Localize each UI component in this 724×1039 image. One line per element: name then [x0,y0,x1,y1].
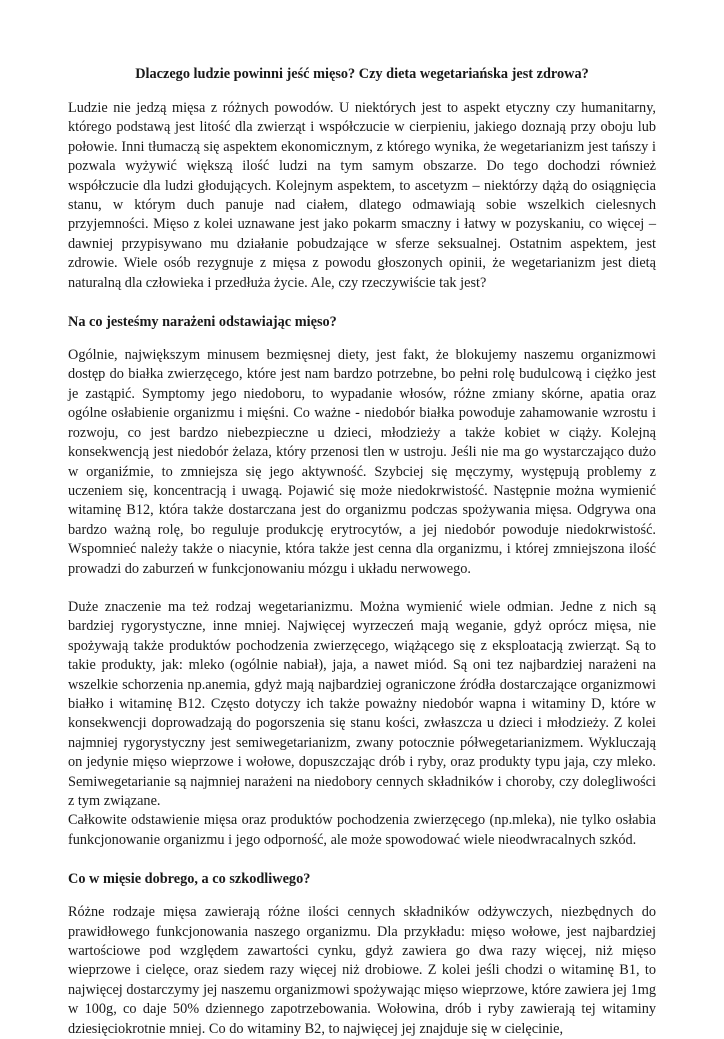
document-title: Dlaczego ludzie powinni jeść mięso? Czy dieta wegetariańska jest zdrowa? [135,66,589,82]
document-page [68,64,656,1039]
section-heading-meat-good-bad: Co w mięsie dobrego, a co szkodliwego? [68,871,311,888]
paragraph-meat-nutrients: Różne rodzaje mięsa zawierają różne ilości cennych składników odżywczych, niezbędnych do prawidłowego funkcjonowania naszego organizmu. Dla przykładu: mięso wołowe, jest najbardziej wartościowe pod względem zawartości cynku, gdyż zawiera go dwa razy więcej, niż mięso wieprzowe i cielęce, oraz siedem razy więcej niż drobiowe. Z kolei jeśli chodzi o witaminę B1, to najwięcej dostarczymy jej naszemu organizmowi spożywając mięso wieprzowe, które zawiera jej 1mg w 100g, co daje 50% dziennego zapotrzebowania. Wołowina, drób i ryby zawierają tej witaminy dziesięciokrotnie mniej. Co do witaminy B2, to najwięcej jej znajduje się w cielęcinie, [68,904,656,1037]
paragraph-protein-deficiency: Ogólnie, największym minusem bezmięsnej diety, jest fakt, że blokujemy naszemu organizmowi dostęp do białka zwierzęcego, które jest nam bardzo potrzebne, bo pełni rolę budulcową i ciężko jest je zastąpić. Symptomy jego niedoboru, to wypadanie włosów, różne zmiany skórne, apatia oraz ogólne osłabienie organizmu i mięśni. Co ważne - niedobór białka powoduje zahamowanie wzrostu i rozwoju, co jest bardzo niebezpieczne u dzieci, młodzieży a także kobiet w ciąży. Kolejną konsekwencją jest niedobór żelaza, który przenosi tlen w ustroju. Jeśli nie ma go wystarczająco dużo w organiźmie, to zmniejsza się jego aktywność. Szybciej się męczymy, występują problemy z uczeniem się, koncentracją i uwagą. Pojawić się może niedokrwistość. Następnie można wymienić witaminę B12, która także dostarczana jest do organizmu podczas spożywania mięsa. Odgrywa ona bardzo ważną rolę, bo reguluje produkcję erytrocytów, a jej niedobór powoduje niedokrwistość. Wspomnieć należy także o niacynie, która także jest cenna dla organizmu, i której zmniejszona ilość prowadzi do zaburzeń w funkcjonowaniu mózgu i układu nerwowego. [68,347,656,577]
paragraph-total-exclusion: Całkowite odstawienie mięsa oraz produktów pochodzenia zwierzęcego (np.mleka), nie tylko osłabia funkcjonowanie organizmu i jego odporność, ale może spowodować wiele nieodwracalnych szkód. [68,812,656,848]
paragraph-vegetarian-types: Duże znaczenie ma też rodzaj wegetarianizmu. Można wymienić wiele odmian. Jedne z nich są bardziej rygorystyczne, inne mniej. Najwięcej wyrzeczeń mają weganie, gdyż oprócz mięsa, nie spożywają także produktów pochodzenia zwierzęcego, wiążącego się z eksploatacją zwierząt. Są to takie produkty, jak: mleko (ogólnie nabiał), jaja, a nawet miód. Są oni tez najbardziej narażeni na wszelkie schorzenia np.anemia, gdyż mają najbardziej ograniczone źródła dostarczające organizmowi białko i witaminę B12. Często dotyczy ich także poważny niedobór wapna i witaminy D, które w konsekwencji doprowadzają do pogorszenia się stanu kości, zwłaszcza u dzieci i młodzieży. Z kolei najmniej rygorystyczny jest semiwegetarianizm, zwany potocznie półwegetarianizmem. Wykluczają on jedynie mięso wieprzowe i wołowe, dopuszczając drób i ryby, oraz produkty typu jaja, czy mleko. Semiwegetarianie są najmniej narażeni na niedobory cennych składników i choroby, czy dolegliwości z tym związane. [68,598,656,809]
intro-paragraph: Ludzie nie jedzą mięsa z różnych powodów. U niektórych jest to aspekt etyczny czy humanitarny, którego podstawą jest litość dla zwierząt i współczucie w cierpieniu, jakiego doznają przy oboju lub połowie. Inni tłumaczą się aspektem ekonomicznym, z którego wynika, że wegetarianizm jest tańszy i pozwala wyżywić większą ilość ludzi na tym samym obszarze. Do tego dochodzi również współczucie dla ludzi głodujących. Kolejnym aspektem, to ascetyzm – niektórzy dążą do osiągnięcia stanu, w którym duch panuje nad ciałem, dlatego odmawiają sobie wszelkich cielesnych przyjemności. Mięso z kolei uznawane jest jako pokarm smaczny i łatwy w pozyskaniu, co więcej – dawniej przypisywano mu działanie pobudzające w sferze seksualnej. Ostatnim aspektem, jest zdrowie. Wiele osób rezygnuje z mięsa z powodu głoszonych opinii, że wegetarianizm jest dietą naturalną dla człowieka i przedłuża życie. Ale, czy rzeczywiście tak jest? [68,100,656,291]
section-heading-risks: Na co jesteśmy narażeni odstawiając mięso? [68,314,337,331]
